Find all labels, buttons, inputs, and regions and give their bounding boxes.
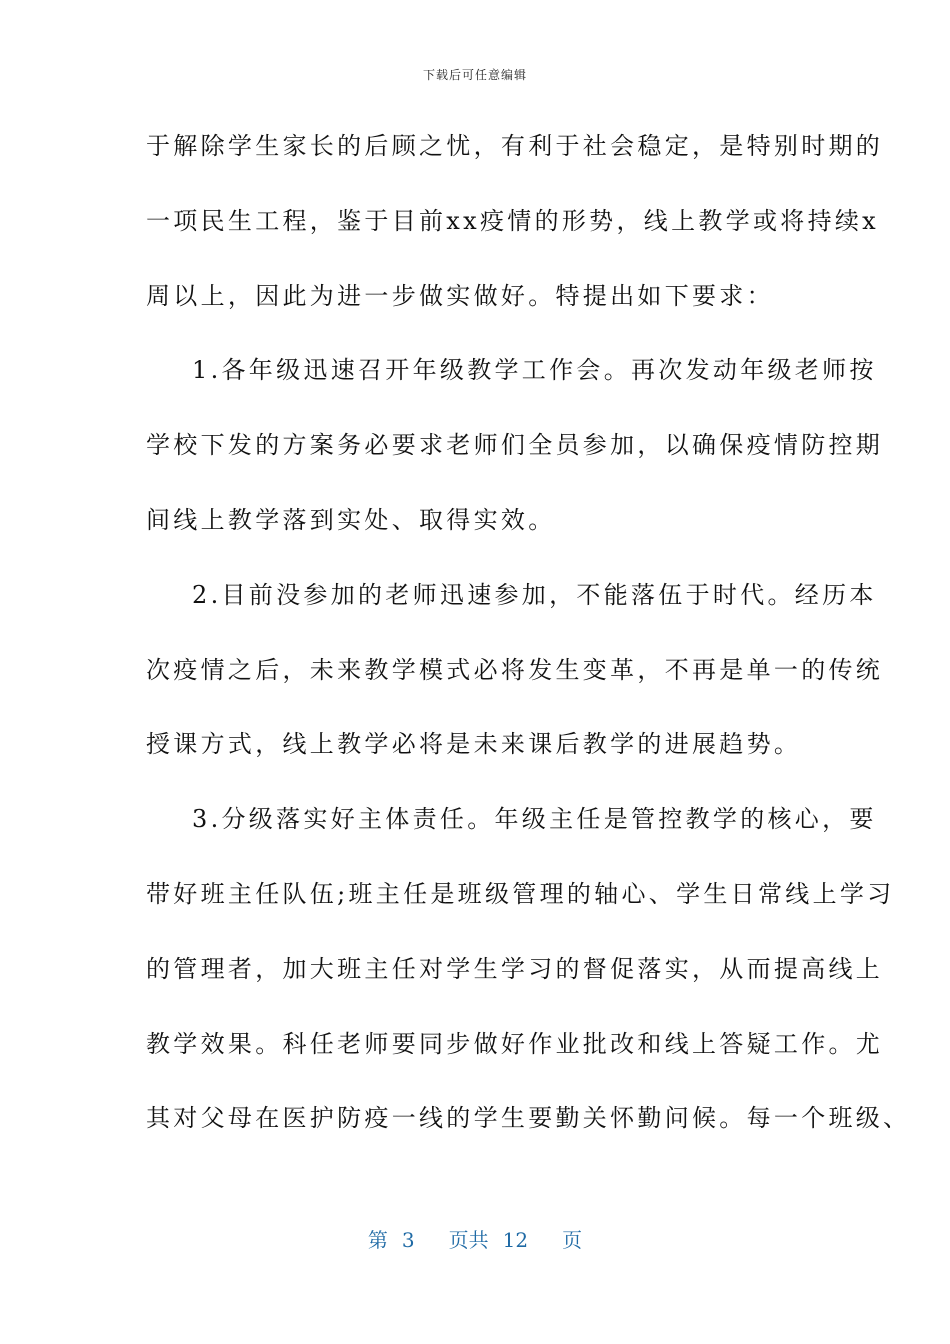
body-line: 周以上，因此为进一步做实做好。特提出如下要求： [146,281,774,310]
body-line: 教学效果。科任老师要同步做好作业批改和线上答疑工作。尤 [146,1029,884,1058]
body-line: 带好班主任队伍;班主任是班级管理的轴心、学生日常线上学习 [146,879,895,908]
body-line: 次疫情之后，未来教学模式必将发生变革，不再是单一的传统 [146,655,884,684]
current-page-number: 3 [401,1228,415,1252]
download-note: 下载后可任意编辑 [422,68,527,82]
body-line: 于解除学生家长的后顾之忧，有利于社会稳定，是特别时期的 [146,132,884,160]
body-line: 一项民生工程，鉴于目前xx疫情的形势，线上教学或将持续x [146,206,880,235]
body-line: 的管理者，加大班主任对学生学习的督促落实，从而提高线上 [146,954,884,983]
page-footer [0,1224,950,1253]
body-line: 间线上教学落到实处、取得实效。 [146,505,556,534]
list-item-3-line: 3.分级落实好主体责任。年级主任是管控教学的核心，要 [192,805,877,834]
footer-prefix: 第 [367,1228,388,1252]
list-item-1-line: 1.各年级迅速召开年级教学工作会。再次发动年级老师按 [192,356,877,385]
document-body [146,119,911,1166]
body-line: 学校下发的方案务必要求老师们全员参加，以确保疫情防控期 [146,431,884,460]
list-item-2-line: 2.目前没参加的老师迅速参加，不能落伍于时代。经历本 [192,580,877,609]
total-pages-number: 12 [502,1228,529,1252]
footer-middle: 页共 [448,1228,489,1252]
body-line: 其对父母在医护防疫一线的学生要勤关怀勤问候。每一个班级、 [146,1104,911,1133]
body-line: 授课方式，线上教学必将是未来课后教学的进展趋势。 [146,730,802,759]
footer-suffix: 页 [562,1228,583,1252]
